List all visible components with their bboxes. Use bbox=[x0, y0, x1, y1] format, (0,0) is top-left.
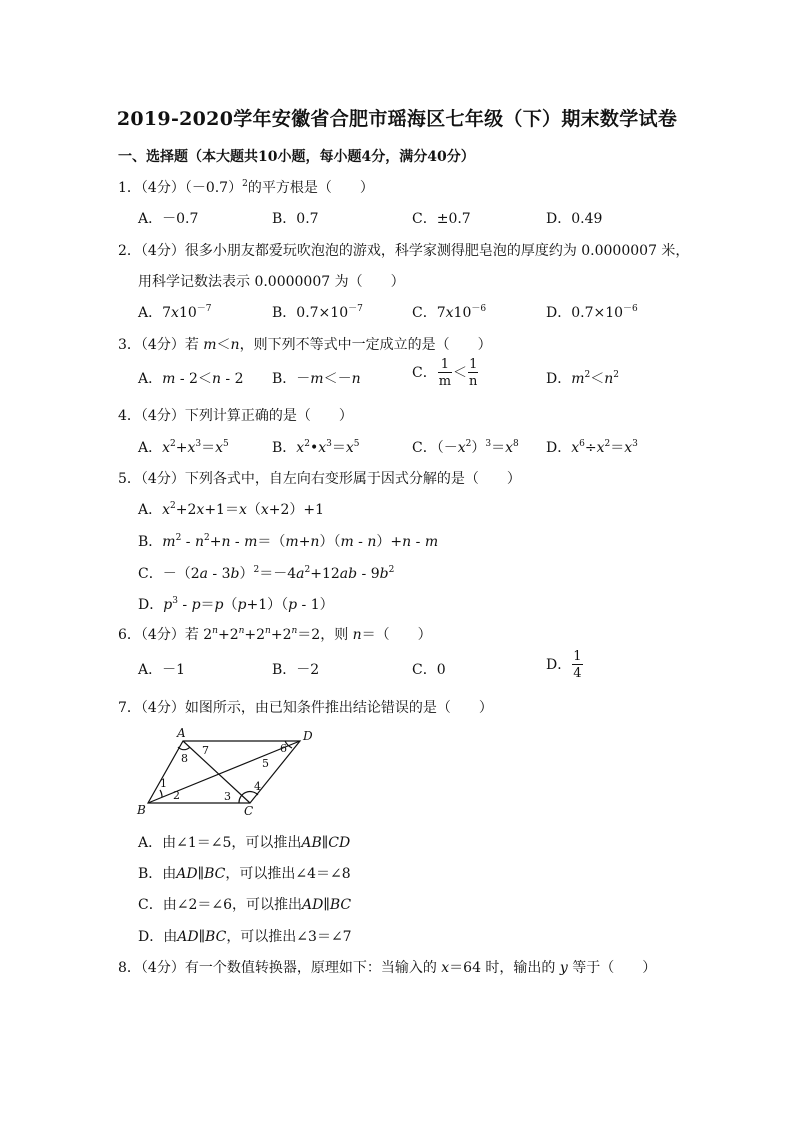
q7-option-a: A．由∠1＝∠5，可以推出AB∥CD bbox=[138, 835, 351, 851]
q2-option-b: B．$0.7\times 10^{-7}$ bbox=[272, 304, 363, 321]
question-7-stem: 7．（4分）如图所示，由已知条件推出结论错误的是（ ） bbox=[118, 700, 493, 716]
q2-option-c: C．$7x10^{-6}$ bbox=[412, 304, 487, 321]
diagonal-a-c bbox=[183, 741, 250, 803]
q1-option-d: D．0.49 bbox=[546, 211, 603, 227]
vertex-label-b: B bbox=[137, 803, 146, 817]
page-title: 2019-2020学年安徽省合肥市瑶海区七年级（下）期末数学试卷 bbox=[116, 108, 678, 130]
arc-angle-d bbox=[285, 741, 292, 748]
q3-option-a: A．m - 2＜n - 2 bbox=[138, 371, 244, 387]
angle-label-7: 7 bbox=[202, 744, 209, 757]
q3-option-b: B．－m＜－n bbox=[272, 371, 361, 387]
q6-option-c: C．0 bbox=[412, 662, 446, 678]
q4-option-b: B．$x^2•x^3=x^5$ bbox=[272, 439, 360, 456]
q3-option-d: D．$m^2<n^2$ bbox=[546, 370, 620, 387]
parallelogram-outline bbox=[148, 741, 300, 803]
q6-option-d: D． $\frac{1}{4}$ bbox=[546, 649, 582, 681]
q4-option-a: A．$x^2+x^3=x^5$ bbox=[138, 439, 229, 456]
diagonal-b-d bbox=[148, 741, 300, 803]
q6-option-b: B．－2 bbox=[272, 662, 320, 678]
q1-option-b: B．0.7 bbox=[272, 211, 319, 227]
q1-option-c: C．±0.7 bbox=[412, 211, 471, 227]
arc-angle-a bbox=[178, 747, 190, 750]
vertex-label-c: C bbox=[244, 804, 254, 818]
question-2-line-2: 用科学记数法表示 0.0000007 为（ ） bbox=[138, 274, 405, 290]
angle-label-5: 5 bbox=[262, 757, 269, 770]
q1-option-a: A．－0.7 bbox=[138, 211, 199, 227]
q2-option-d: D．$0.7\times 10^{-6}$ bbox=[546, 304, 638, 321]
arc-angle-c bbox=[239, 792, 258, 803]
q4-option-c: C．$(-x^2)^3=x^8$ bbox=[412, 439, 519, 456]
angle-label-1: 1 bbox=[160, 777, 167, 790]
angle-label-3: 3 bbox=[224, 790, 231, 803]
question-6-stem: 6．（4分）若 $2^n+2^n+2^n+2^n=2$，则 n＝（ ） bbox=[118, 626, 432, 643]
section-heading: 一、选择题（本大题共10小题，每小题4分，满分40分） bbox=[118, 149, 475, 165]
q5-option-d: D．$p^3 - p=p(p+1)(p - 1)$ bbox=[138, 596, 334, 613]
question-2-line-1: 2．（4分）很多小朋友都爱玩吹泡泡的游戏，科学家测得肥皂泡的厚度约为 0.0000007 米， bbox=[118, 243, 690, 259]
arc-angle-b bbox=[160, 790, 162, 797]
q6-option-a: A．－1 bbox=[138, 662, 186, 678]
angle-label-4: 4 bbox=[254, 780, 261, 793]
angle-label-8: 8 bbox=[181, 752, 188, 765]
vertex-label-a: A bbox=[177, 726, 186, 740]
question-4-stem: 4．（4分）下列计算正确的是（ ） bbox=[118, 408, 353, 424]
q3-option-c: C． $\frac{1}{m}$ ＜ $\frac{1}{n}$ bbox=[412, 357, 478, 389]
q2-option-a: A．$7x10^{-7}$ bbox=[138, 304, 212, 321]
q7-option-d: D．由AD∥BC，可以推出∠3＝∠7 bbox=[138, 929, 352, 945]
question-3-stem: 3．（4分）若 m＜n，则下列不等式中一定成立的是（ ） bbox=[118, 337, 492, 353]
question-5-stem: 5．（4分）下列各式中，自左向右变形属于因式分解的是（ ） bbox=[118, 471, 521, 487]
angle-label-2: 2 bbox=[173, 789, 180, 802]
q5-option-a: A．$x^2+2x+1=x(x+2)+1$ bbox=[138, 501, 325, 518]
angle-label-6: 6 bbox=[280, 742, 287, 755]
q5-option-b: B．$m^2 - n^2+n - m=(m+n)(m - n)+n - m$ bbox=[138, 533, 439, 550]
q5-option-c: C．$-(2a - 3b)^2=-4a^2+12ab - 9b^2$ bbox=[138, 565, 395, 582]
vertex-label-d: D bbox=[303, 729, 313, 743]
q7-option-b: B．由AD∥BC，可以推出∠4＝∠8 bbox=[138, 866, 351, 882]
question-1-stem: 1．（4分）$(-0.7)^2$的平方根是（ ） bbox=[118, 179, 374, 196]
question-8-stem: 8．（4分）有一个数值转换器，原理如下：当输入的 x＝64 时，输出的 y 等于（ ） bbox=[118, 960, 657, 976]
q4-option-d: D．$x^6\div x^2=x^3$ bbox=[546, 439, 638, 456]
q7-option-c: C．由∠2＝∠6，可以推出AD∥BC bbox=[138, 897, 352, 913]
